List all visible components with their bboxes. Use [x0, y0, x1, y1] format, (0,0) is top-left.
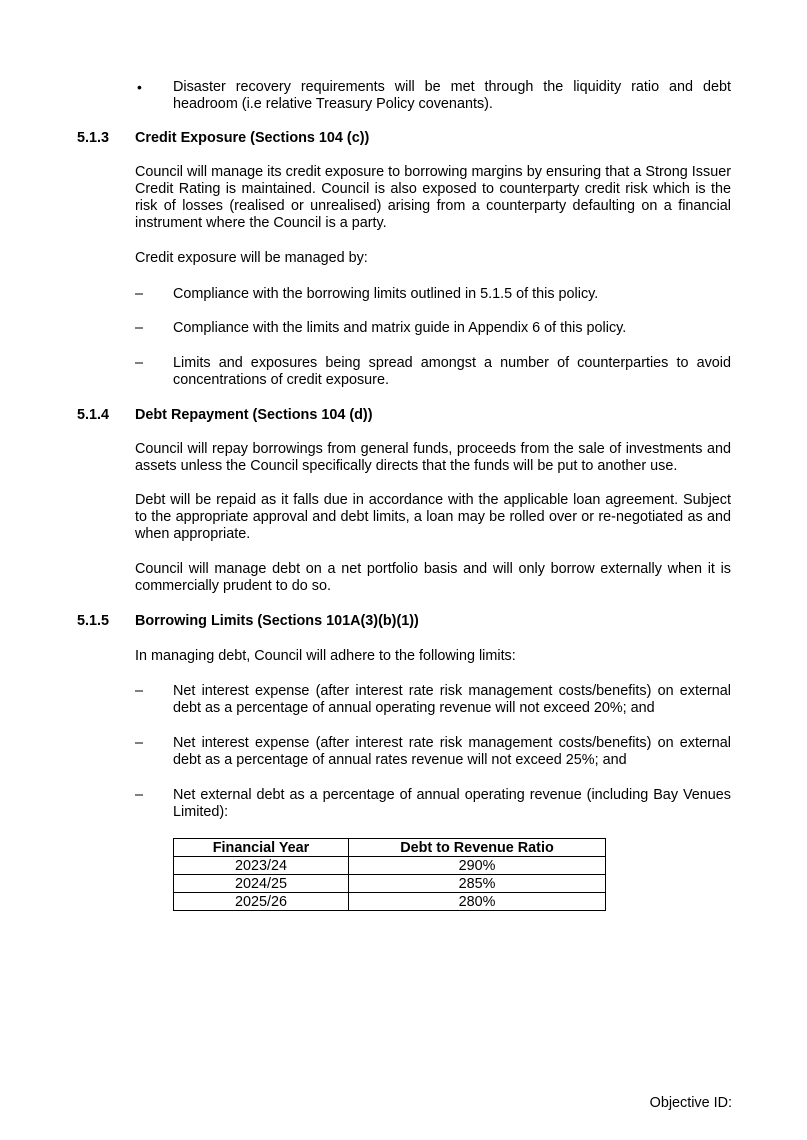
table-row — [174, 875, 606, 893]
section-heading-513: Credit Exposure (Sections 104 (c)) — [135, 130, 370, 146]
dash-marker: – — [135, 355, 144, 371]
section-number-514: 5.1.4 — [77, 407, 110, 423]
section-513-item-3: Limits and exposures being spread amongst a number of counterparties to avoid concentrations of credit exposure. — [173, 355, 731, 388]
section-515-para1: In managing debt, Council will adhere to the following limits: — [135, 648, 516, 664]
section-513-item-1: Compliance with the borrowing limits outlined in 5.1.5 of this policy. — [173, 286, 599, 302]
table-header-cell: Financial Year — [174, 839, 349, 857]
section-514-para1: Council will repay borrowings from general funds, proceeds from the sale of investments and assets unless the Council specifically directs that the funds will be put to another use. — [135, 441, 731, 474]
section-513-para1: Council will manage its credit exposure to borrowing margins by ensuring that a Strong Issuer Credit Rating is maintained. Council is also exposed to counterparty credit risk which is the risk of losses (realised or unrealised) arising from a counterparty defaulting on a financial instrument where the Council is a party. — [135, 164, 731, 231]
table-header-cell: Debt to Revenue Ratio — [349, 839, 606, 857]
table-cell: 285% — [349, 875, 606, 893]
bullet-marker: • — [137, 79, 142, 95]
section-number-513: 5.1.3 — [77, 130, 110, 146]
table-header-row — [174, 839, 606, 857]
dash-marker: – — [135, 320, 144, 336]
table-cell: 2023/24 — [174, 857, 349, 875]
table-cell: 2025/26 — [174, 893, 349, 911]
objective-id-label: Objective ID: — [649, 1095, 732, 1111]
section-heading-515: Borrowing Limits (Sections 101A(3)(b)(1)) — [135, 613, 419, 629]
table-cell: 280% — [349, 893, 606, 911]
section-heading-514: Debt Repayment (Sections 104 (d)) — [135, 407, 373, 423]
section-515-item-2: Net interest expense (after interest rate risk management costs/benefits) on external debt as a percentage of annual rates revenue will not exceed 25%; and — [173, 735, 731, 768]
section-513-item-2: Compliance with the limits and matrix guide in Appendix 6 of this policy. — [173, 320, 627, 336]
intro-bullet-text: Disaster recovery requirements will be met through the liquidity ratio and debt headroom (i.e relative Treasury Policy covenants). — [173, 79, 731, 112]
table-row — [174, 857, 606, 875]
section-514-para3: Council will manage debt on a net portfolio basis and will only borrow externally when it is commercially prudent to do so. — [135, 561, 731, 594]
table-cell: 2024/25 — [174, 875, 349, 893]
section-515-item-1: Net interest expense (after interest rate risk management costs/benefits) on external debt as a percentage of annual operating revenue will not exceed 20%; and — [173, 683, 731, 716]
section-515-item-3: Net external debt as a percentage of annual operating revenue (including Bay Venues Limited): — [173, 787, 731, 820]
section-514-para2: Debt will be repaid as it falls due in accordance with the applicable loan agreement. Subject to the appropriate approval and debt limits, a loan may be rolled over or re-negotiated as and when appropriate. — [135, 492, 731, 542]
debt-to-revenue-table — [173, 838, 606, 911]
dash-marker: – — [135, 683, 144, 699]
dash-marker: – — [135, 735, 144, 751]
table-cell: 290% — [349, 857, 606, 875]
dash-marker: – — [135, 286, 144, 302]
section-513-para2: Credit exposure will be managed by: — [135, 250, 368, 266]
table-row — [174, 893, 606, 911]
dash-marker: – — [135, 787, 144, 803]
section-number-515: 5.1.5 — [77, 613, 110, 629]
